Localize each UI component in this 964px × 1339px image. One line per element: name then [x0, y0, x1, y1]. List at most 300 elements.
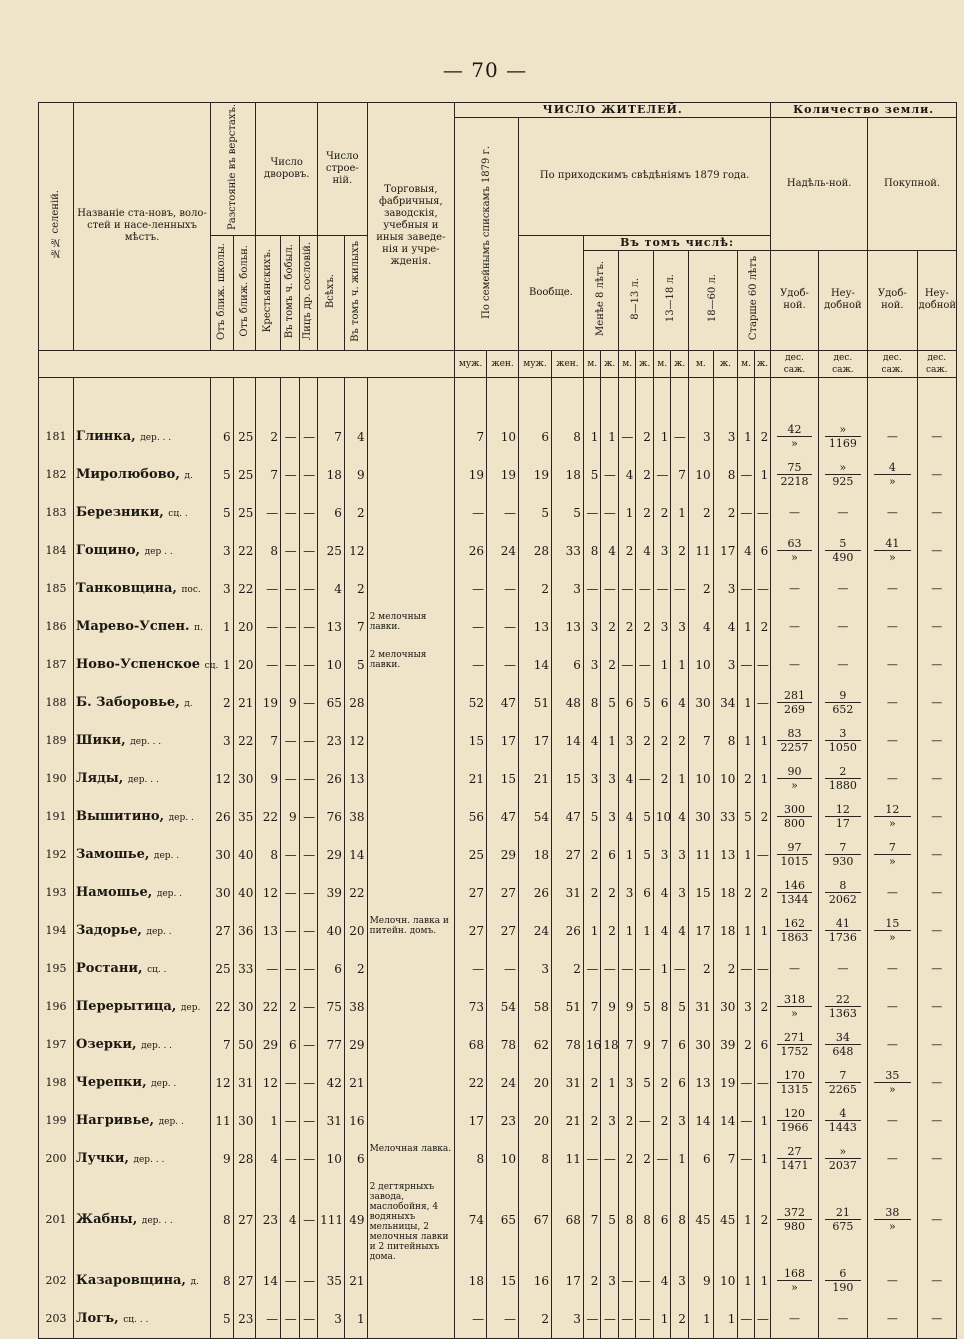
land-value: — — [931, 430, 943, 444]
settlement-name-text: Жабны, — [76, 1212, 138, 1228]
cell-ba: 35 — [318, 1262, 345, 1300]
cell-bl: 21 — [344, 1262, 367, 1300]
cell-dh: 35 — [233, 798, 256, 836]
cell-yb: — — [281, 456, 300, 494]
cell-yo: — — [299, 570, 318, 608]
cell-yo: — — [299, 912, 318, 950]
cell-lm: — — [455, 1300, 487, 1339]
cell-a5f: 6 — [754, 532, 770, 570]
settlement-name-text: Танковщина, — [76, 581, 177, 597]
settlement-type: дер. . . — [140, 433, 172, 444]
land-nn — [818, 1300, 867, 1339]
settlement-number: 192 — [39, 836, 74, 874]
spacer-cell — [551, 377, 583, 418]
cell-bl: 12 — [344, 722, 367, 760]
land-nn — [818, 798, 867, 836]
cell-lm: 19 — [455, 456, 487, 494]
cell-a4m: 3 — [688, 418, 713, 456]
cell-a4f: 10 — [713, 1262, 738, 1300]
settlement-name-text: Березники, — [76, 505, 164, 521]
spacer-cell — [299, 377, 318, 418]
settlement-type: дер. . . — [130, 737, 162, 748]
cell-a3m: 2 — [653, 722, 671, 760]
header-build-living: Въ томъ ч. жилыхъ — [344, 235, 367, 350]
cell-yb: 6 — [281, 1026, 300, 1064]
settlement-number: 195 — [39, 950, 74, 988]
cell-a4f: 4 — [713, 608, 738, 646]
land-value: — — [886, 886, 898, 900]
table-row — [39, 836, 957, 874]
cell-yo: — — [299, 494, 318, 532]
cell-ds: 12 — [211, 1064, 234, 1102]
cell-tf: 27 — [551, 836, 583, 874]
cell-a3f: 6 — [671, 1064, 689, 1102]
cell-a1m: 1 — [583, 912, 601, 950]
cell-bl: 20 — [344, 912, 367, 950]
land-value: 372 — [777, 1206, 811, 1220]
spacer-cell — [754, 377, 770, 418]
land-value: — — [788, 506, 800, 520]
land-pu — [868, 760, 917, 798]
land-value: 648 — [832, 1045, 854, 1059]
cell-ba: 75 — [318, 988, 345, 1026]
land-value: — — [788, 582, 800, 596]
land-pu — [868, 950, 917, 988]
settlement-name — [74, 494, 211, 532]
settlement-type: дер . . — [144, 547, 173, 558]
land-value: 83 — [777, 727, 811, 741]
cell-ds: 12 — [211, 760, 234, 798]
cell-bl: 38 — [344, 988, 367, 1026]
cell-a3f: 3 — [671, 1102, 689, 1140]
land-value: — — [931, 1274, 943, 1288]
header-yards-other: Лицъ др. сословій. — [299, 235, 318, 350]
spacer-cell — [519, 377, 552, 418]
land-value: — — [931, 582, 943, 596]
table-row — [39, 418, 957, 456]
settlement-name — [74, 1140, 211, 1178]
cell-yb: 2 — [281, 988, 300, 1026]
cell-ba: 42 — [318, 1064, 345, 1102]
land-pu — [868, 1262, 917, 1300]
land-nn — [818, 1102, 867, 1140]
cell-lm: 17 — [455, 1102, 487, 1140]
cell-yp: 2 — [256, 418, 281, 456]
spacer-cell — [618, 377, 636, 418]
land-pn — [917, 1064, 956, 1102]
land-value: 1752 — [780, 1045, 809, 1059]
land-pn — [917, 950, 956, 988]
cell-lf: 19 — [487, 456, 519, 494]
cell-tf: 3 — [551, 1300, 583, 1339]
land-value: 41 — [874, 537, 910, 551]
cell-ds: 3 — [211, 722, 234, 760]
land-value: 2 — [825, 765, 861, 779]
land-value: — — [931, 1152, 943, 1166]
land-value: — — [931, 544, 943, 558]
header-nadel: Надѣль-ной. — [771, 118, 868, 251]
cell-yp: 12 — [256, 1064, 281, 1102]
cell-ba: 31 — [318, 1102, 345, 1140]
cell-dh: 30 — [233, 1102, 256, 1140]
land-value: 146 — [777, 879, 811, 893]
land-pu — [868, 1300, 917, 1339]
table-row — [39, 494, 957, 532]
settlement-name — [74, 798, 211, 836]
trade-establishments: 2 мелочныя лавки. — [367, 646, 455, 684]
cell-a3m: 3 — [653, 836, 671, 874]
cell-ds: 2 — [211, 684, 234, 722]
settlement-number: 187 — [39, 646, 74, 684]
settlement-number: 196 — [39, 988, 74, 1026]
cell-a4m: 2 — [688, 494, 713, 532]
cell-yb: — — [281, 418, 300, 456]
cell-yp: 4 — [256, 1140, 281, 1178]
settlement-number: 203 — [39, 1300, 74, 1339]
cell-tf: 13 — [551, 608, 583, 646]
table-row — [39, 798, 957, 836]
land-nu — [771, 456, 818, 494]
cell-dh: 25 — [233, 494, 256, 532]
cell-tf: 3 — [551, 570, 583, 608]
header-m: м. — [738, 350, 754, 377]
land-pu — [868, 1026, 917, 1064]
land-value: 490 — [832, 551, 854, 565]
cell-a3f: 3 — [671, 1262, 689, 1300]
cell-tf: 68 — [551, 1178, 583, 1262]
cell-tm: 62 — [519, 1026, 552, 1064]
header-unit: дес. саж. — [917, 350, 956, 377]
land-value: — — [931, 620, 943, 634]
land-nu — [771, 646, 818, 684]
cell-a5m: — — [738, 1300, 754, 1339]
header-m: м. — [688, 350, 713, 377]
cell-lf: 24 — [487, 532, 519, 570]
trade-establishments — [367, 722, 455, 760]
cell-ds: 30 — [211, 874, 234, 912]
land-value: — — [931, 810, 943, 824]
land-nu — [771, 570, 818, 608]
cell-dh: 31 — [233, 1064, 256, 1102]
trade-establishments — [367, 836, 455, 874]
cell-ds: 22 — [211, 988, 234, 1026]
table-row — [39, 456, 957, 494]
land-value: — — [788, 658, 800, 672]
cell-yp: — — [256, 646, 281, 684]
land-value: 925 — [832, 475, 854, 489]
land-value: 7 — [874, 841, 910, 855]
cell-lm: 21 — [455, 760, 487, 798]
land-value: 1471 — [780, 1159, 809, 1173]
cell-yb: — — [281, 1102, 300, 1140]
trade-establishments — [367, 798, 455, 836]
cell-a5f: 1 — [754, 1262, 770, 1300]
trade-establishments — [367, 874, 455, 912]
settlement-type: сц. — [204, 661, 219, 672]
land-value: » — [888, 931, 896, 945]
settlement-number: 185 — [39, 570, 74, 608]
land-value: 15 — [874, 917, 910, 931]
settlement-name — [74, 836, 211, 874]
cell-yb: — — [281, 950, 300, 988]
cell-lm: 56 — [455, 798, 487, 836]
table-row — [39, 874, 957, 912]
cell-yp: 7 — [256, 722, 281, 760]
cell-a3f: 3 — [671, 608, 689, 646]
cell-tf: 15 — [551, 760, 583, 798]
cell-a3m: — — [653, 1140, 671, 1178]
cell-lm: — — [455, 950, 487, 988]
spacer-cell — [688, 377, 713, 418]
cell-yb: — — [281, 912, 300, 950]
land-nn — [818, 1026, 867, 1064]
cell-lm: — — [455, 570, 487, 608]
land-pu — [868, 1064, 917, 1102]
cell-a4f: 13 — [713, 836, 738, 874]
spacer-cell — [281, 377, 300, 418]
cell-lm: 27 — [455, 874, 487, 912]
cell-lf: — — [487, 646, 519, 684]
cell-a4m: 2 — [688, 570, 713, 608]
cell-bl: 9 — [344, 456, 367, 494]
cell-ba: 65 — [318, 684, 345, 722]
cell-lf: — — [487, 570, 519, 608]
spacer-cell — [738, 377, 754, 418]
cell-a5m: — — [738, 1102, 754, 1140]
table-row — [39, 684, 957, 722]
land-nu — [771, 1102, 818, 1140]
cell-a2m: — — [618, 1300, 636, 1339]
settlement-name — [74, 418, 211, 456]
trade-establishments — [367, 1300, 455, 1339]
settlement-name-text: Озерки, — [76, 1037, 137, 1053]
land-value: — — [931, 1038, 943, 1052]
header-age4: 18—60 л. — [688, 250, 737, 350]
cell-a2m: 4 — [618, 760, 636, 798]
cell-bl: 7 — [344, 608, 367, 646]
settlement-name-text: Марево-Успен. — [76, 619, 190, 635]
land-value: » — [791, 551, 798, 565]
land-pu — [868, 494, 917, 532]
cell-a3m: 4 — [653, 912, 671, 950]
cell-ds: 11 — [211, 1102, 234, 1140]
cell-a4f: 45 — [713, 1178, 738, 1262]
land-pn — [917, 570, 956, 608]
cell-ba: 10 — [318, 1140, 345, 1178]
land-nu — [771, 1140, 818, 1178]
cell-yb: — — [281, 1262, 300, 1300]
header-by-parish: По приходскимъ свѣдѣніямъ 1879 года. — [519, 118, 771, 236]
cell-a3m: 4 — [653, 874, 671, 912]
cell-a2f: 9 — [636, 1026, 654, 1064]
cell-a4m: 17 — [688, 912, 713, 950]
settlement-name-text: Б. Заборовье, — [76, 695, 180, 711]
cell-ba: 77 — [318, 1026, 345, 1064]
cell-lm: 26 — [455, 532, 487, 570]
land-nu — [771, 836, 818, 874]
settlement-name — [74, 988, 211, 1026]
header-female: жен. — [551, 350, 583, 377]
settlement-name-text: Черепки, — [76, 1075, 147, 1091]
cell-tm: 67 — [519, 1178, 552, 1262]
land-value: — — [837, 506, 849, 520]
land-value: 1880 — [828, 779, 857, 793]
cell-a1m: 5 — [583, 798, 601, 836]
land-nn — [818, 950, 867, 988]
header-unit: дес. саж. — [771, 350, 818, 377]
header-nadel-usable: Удоб-ной. — [771, 250, 818, 350]
cell-a1f: 3 — [601, 760, 619, 798]
cell-a4f: 34 — [713, 684, 738, 722]
land-pu — [868, 1102, 917, 1140]
cell-a1m: 8 — [583, 684, 601, 722]
cell-a5m: — — [738, 1064, 754, 1102]
trade-establishments — [367, 684, 455, 722]
table-row — [39, 988, 957, 1026]
cell-a3f: — — [671, 950, 689, 988]
cell-tf: 5 — [551, 494, 583, 532]
cell-a2m: 4 — [618, 798, 636, 836]
header-name: Названіе ста-новъ, воло-стей и насе-ленныхъ мѣстъ. — [74, 103, 211, 351]
cell-a3m: 2 — [653, 1102, 671, 1140]
cell-ba: 23 — [318, 722, 345, 760]
land-value: — — [886, 772, 898, 786]
cell-a1m: — — [583, 570, 601, 608]
cell-a2f: 8 — [636, 1178, 654, 1262]
header-dist-school: Отъ ближ. школы. — [211, 235, 234, 350]
land-pu — [868, 456, 917, 494]
land-value: — — [837, 1312, 849, 1326]
settlement-name-text: Логъ, — [76, 1311, 119, 1327]
cell-yo: — — [299, 798, 318, 836]
cell-tf: 2 — [551, 950, 583, 988]
land-value: 1315 — [780, 1083, 809, 1097]
land-nu — [771, 988, 818, 1026]
header-land: Количество земли. — [771, 103, 957, 118]
settlement-name — [74, 646, 219, 684]
trade-establishments: 2 дегтярныхъ завода, маслобойня, 4 водяныхъ мельницы, 2 мелочныя лавки и 2 питейныхъ дома. — [367, 1178, 455, 1262]
cell-a2f: 5 — [636, 798, 654, 836]
cell-a2f: — — [636, 1300, 654, 1339]
cell-yo: — — [299, 684, 318, 722]
cell-a2m: 2 — [618, 1102, 636, 1140]
trade-establishments — [367, 418, 455, 456]
cell-dh: 30 — [233, 760, 256, 798]
cell-tm: 6 — [519, 418, 552, 456]
cell-a4m: 6 — [688, 1140, 713, 1178]
settlement-number: 194 — [39, 912, 74, 950]
land-value: 190 — [832, 1281, 854, 1295]
cell-tf: 6 — [551, 646, 583, 684]
land-value: 42 — [777, 423, 811, 437]
settlement-number: 201 — [39, 1178, 74, 1262]
cell-lf: 27 — [487, 912, 519, 950]
land-value: 1863 — [780, 931, 809, 945]
settlement-name — [74, 684, 211, 722]
cell-a3f: 4 — [671, 798, 689, 836]
land-nn — [818, 418, 867, 456]
land-value: 75 — [777, 461, 811, 475]
cell-a5f: — — [754, 1064, 770, 1102]
cell-ba: 26 — [318, 760, 345, 798]
cell-a1m: 2 — [583, 1262, 601, 1300]
header-male: муж. — [455, 350, 487, 377]
trade-establishments — [367, 760, 455, 798]
cell-ds: 5 — [211, 494, 234, 532]
cell-tf: 26 — [551, 912, 583, 950]
trade-establishments — [367, 456, 455, 494]
cell-lf: 10 — [487, 1140, 519, 1178]
cell-a3f: 1 — [671, 760, 689, 798]
settlement-number: 198 — [39, 1064, 74, 1102]
cell-a1m: 3 — [583, 608, 601, 646]
land-value: 22 — [825, 993, 861, 1007]
settlement-name-text: Ляды, — [76, 771, 124, 787]
cell-yb: 9 — [281, 798, 300, 836]
land-pn — [917, 836, 956, 874]
spacer-cell — [487, 377, 519, 418]
header-m: м. — [583, 350, 601, 377]
land-value: — — [886, 1000, 898, 1014]
cell-ba: 111 — [318, 1178, 345, 1262]
cell-a4f: 39 — [713, 1026, 738, 1064]
land-value: 675 — [832, 1220, 854, 1234]
settlement-name — [74, 874, 211, 912]
cell-a2m: — — [618, 950, 636, 988]
settlement-name — [74, 1178, 211, 1262]
spacer-cell — [256, 377, 281, 418]
settlement-number: 199 — [39, 1102, 74, 1140]
header-m: м. — [618, 350, 636, 377]
cell-a2f: — — [636, 760, 654, 798]
cell-bl: 29 — [344, 1026, 367, 1064]
header-age2: 8—13 л. — [618, 250, 653, 350]
cell-a1f: — — [601, 494, 619, 532]
land-pu — [868, 988, 917, 1026]
trade-establishments — [367, 988, 455, 1026]
land-value: 1169 — [828, 437, 857, 451]
trade-establishments — [367, 1026, 455, 1064]
cell-a5f: 2 — [754, 1178, 770, 1262]
land-value: » — [888, 551, 896, 565]
cell-yp: 8 — [256, 836, 281, 874]
cell-yb: — — [281, 874, 300, 912]
land-value: — — [886, 696, 898, 710]
cell-a1f: 3 — [601, 1102, 619, 1140]
cell-a5m: 1 — [738, 1262, 754, 1300]
settlement-number: 189 — [39, 722, 74, 760]
land-pu — [868, 418, 917, 456]
land-value: 9 — [825, 689, 861, 703]
cell-a4f: 8 — [713, 456, 738, 494]
cell-lf: 29 — [487, 836, 519, 874]
cell-a4f: 8 — [713, 722, 738, 760]
cell-a5m: 1 — [738, 836, 754, 874]
land-value: 35 — [874, 1069, 910, 1083]
cell-a5f: 1 — [754, 1102, 770, 1140]
cell-a2f: 6 — [636, 874, 654, 912]
cell-a2f: 2 — [636, 722, 654, 760]
cell-yp: — — [256, 950, 281, 988]
settlement-name-text: Казаровщина, — [76, 1273, 186, 1289]
cell-bl: 2 — [344, 950, 367, 988]
cell-a1m: 7 — [583, 1178, 601, 1262]
header-build-all: Всѣхъ. — [318, 235, 345, 350]
land-nu — [771, 1026, 818, 1064]
cell-a3m: 7 — [653, 1026, 671, 1064]
spacer-cell — [39, 377, 74, 418]
cell-yp: 8 — [256, 532, 281, 570]
